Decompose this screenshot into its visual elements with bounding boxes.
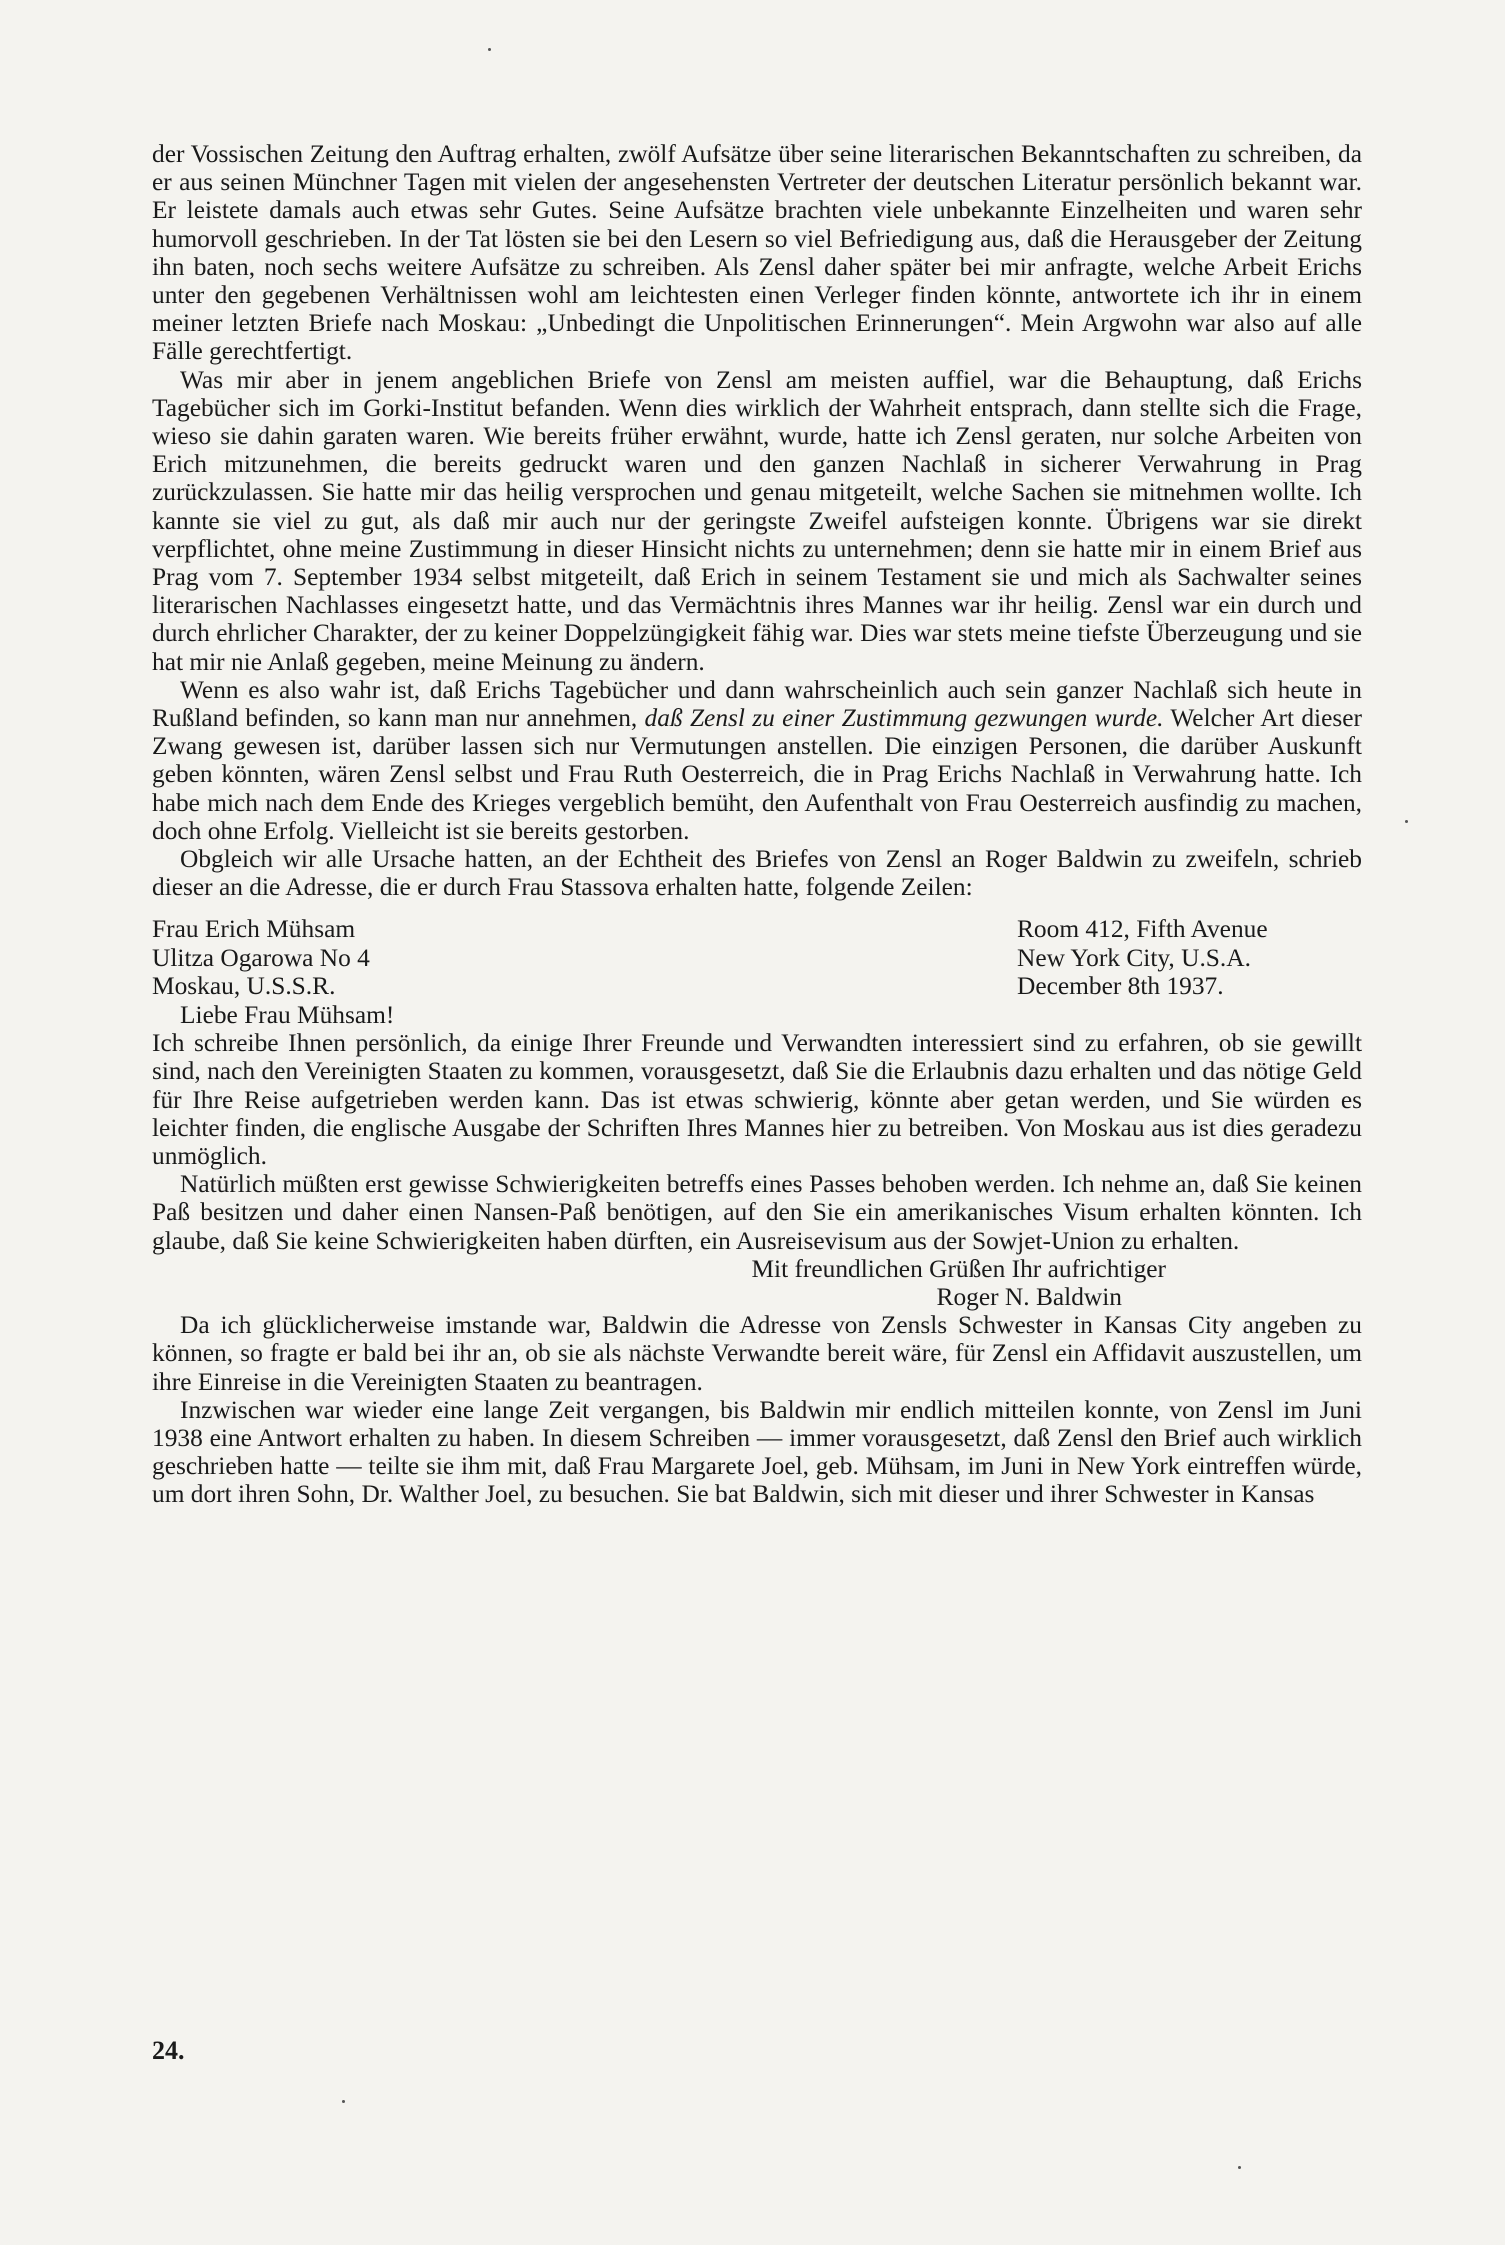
- paragraph-4: Obgleich wir alle Ursache hatten, an der Echtheit des Briefes von Zensl an Roger Baldwin zu zweifeln, schrieb dieser an die Adresse, die er durch Frau Stassova erhalten hatte, folgende Zeilen:: [152, 845, 1362, 902]
- scan-speck: [342, 2100, 345, 2103]
- letter-signature: Roger N. Baldwin: [936, 1283, 1122, 1312]
- letter-closing: Mit freundlichen Grüßen Ihr aufrichtiger: [751, 1254, 1166, 1283]
- letter-salutation: Liebe Frau Mühsam!: [180, 1000, 395, 1029]
- letter-addressee: [152, 915, 370, 1001]
- body-text: [152, 140, 1362, 1509]
- paragraph-3-end: Welcher Art dieser Zwang gewesen ist, darüber lassen sich nur Vermutungen anstellen. Die einzigen Personen, die darüber Auskunft geben könnten, wären Zensl selbst und Frau Ruth Oesterreich, die in Prag Erichs Nachlaß in Verwahrung hatte. Ich habe mich nach dem Ende des Krieges vergeblich bemüht, den Aufenthalt von Frau Oesterreich ausfindig zu machen, doch ohne Erfolg. Vielleicht ist sie bereits gestorben.: [152, 704, 1362, 845]
- letter-sender: [1017, 915, 1362, 1001]
- sender-line: Room 412, Fifth Avenue: [1017, 915, 1268, 944]
- paragraph-5: Da ich glücklicherweise imstande war, Baldwin die Adresse von Zensls Schwester in Kansas City angeben zu können, so fragte er bald bei ihr an, ob sie als nächste Verwandte bereit wäre, für Zensl ein Affidavit auszustellen, um ihre Einreise in die Vereinigten Staaten zu beantragen.: [152, 1311, 1362, 1396]
- letter-header: [152, 915, 1362, 1001]
- page-number: 24.: [152, 2036, 185, 2065]
- paragraph-3-start: Wenn es also wahr ist, daß Erichs Tagebücher und dann wahrscheinlich auch sein ganzer Nachlaß sich heute in Rußland befinden, so kann man nur annehmen,: [152, 675, 1362, 733]
- letter-date: December 8th 1937.: [1017, 972, 1224, 1001]
- paragraph-2: Was mir aber in jenem angeblichen Briefe von Zensl am meisten auffiel, war die Behauptung, daß Erichs Tagebücher sich im Gorki-Institut befanden. Wenn dies wirklich der Wahrheit entsprach, dann stellte sich die Frage, wieso sie dahin garaten waren. Wie bereits früher erwähnt, wurde, hatte ich Zensl geraten, nur solche Arbeiten von Erich mitzunehmen, die bereits gedruckt waren und den ganzen Nachlaß in sicherer Verwahrung in Prag zurückzulassen. Sie hatte mir das heilig versprochen und genau mitgeteilt, welche Sachen sie mitnehmen wollte. Ich kannte sie viel zu gut, als daß mir auch nur der geringste Zweifel aufsteigen konnte. Übrigens war sie direkt verpflichtet, ohne meine Zustimmung in dieser Hinsicht nichts zu unternehmen; denn sie hatte mir in einem Brief aus Prag vom 7. September 1934 selbst mitgeteilt, daß Erich in seinem Testament sie und mich als Sachwalter seines literarischen Nachlasses eingesetzt hatte, und das Vermächtnis ihres Mannes war ihr heilig. Zensl war ein durch und durch ehrlicher Charakter, der zu keiner Doppelzüngigkeit fähig war. Dies war stets meine tiefste Überzeugung und sie hat mir nie Anlaß gegeben, meine Meinung zu ändern.: [152, 365, 1362, 676]
- paragraph-3: [152, 676, 1362, 845]
- italic-emphasis: daß Zensl zu einer Zustimmung gezwungen wurde.: [644, 704, 1164, 733]
- letter-paragraph-2: Natürlich müßten erst gewisse Schwierigkeiten betreffs eines Passes behoben werden. Ich nehme an, daß Sie keinen Paß besitzen und daher einen Nansen-Paß benötigen, auf den Sie ein amerikanisches Visum erhalten könnten. Ich glaube, daß Sie keine Schwierigkeiten haben dürften, ein Ausreisevisum aus der Sowjet-Union zu erhalten.: [152, 1170, 1362, 1255]
- addressee-line: Moskau, U.S.S.R.: [152, 972, 336, 1001]
- letter-paragraph-1: Ich schreibe Ihnen persönlich, da einige Ihrer Freunde und Verwandten interessiert sind zu erfahren, ob sie gewillt sind, nach den Vereinigten Staaten zu kommen, vorausgesetzt, daß Sie die Erlaubnis dazu erhalten und das nötige Geld für Ihre Reise aufgetrieben werden kann. Das ist etwas schwierig, könnte aber getan werden, und Sie würden es leichter finden, die englische Ausgabe der Schriften Ihres Mannes hier zu betreiben. Von Moskau aus ist dies geradezu unmöglich.: [152, 1029, 1362, 1170]
- scan-speck: [1405, 820, 1408, 823]
- scan-speck: [1238, 2166, 1241, 2169]
- scan-speck: [488, 48, 491, 51]
- sender-line: New York City, U.S.A.: [1017, 943, 1251, 972]
- addressee-line: Frau Erich Mühsam: [152, 915, 356, 944]
- addressee-line: Ulitza Ogarowa No 4: [152, 943, 370, 972]
- paragraph-6: Inzwischen war wieder eine lange Zeit vergangen, bis Baldwin mir endlich mitteilen konnte, von Zensl im Juni 1938 eine Antwort erhalten zu haben. In diesem Schreiben — immer vorausgesetzt, daß Zensl den Brief auch wirklich geschrieben hatte — teilte sie ihm mit, daß Frau Margarete Joel, geb. Mühsam, im Juni in New York eintreffen würde, um dort ihren Sohn, Dr. Walther Joel, zu besuchen. Sie bat Baldwin, sich mit dieser und ihrer Schwester in Kansas: [152, 1395, 1362, 1509]
- paragraph-1: der Vossischen Zeitung den Auftrag erhalten, zwölf Aufsätze über seine literarischen Bekanntschaften zu schreiben, da er aus seinen Münchner Tagen mit vielen der angesehensten Vertreter der deutschen Literatur persönlich bekannt war. Er leistete damals auch etwas sehr Gutes. Seine Aufsätze brachten viele unbekannte Einzelheiten und waren sehr humorvoll geschrieben. In der Tat lösten sie bei den Lesern so viel Befriedigung aus, daß die Herausgeber der Zeitung ihn baten, noch sechs weitere Aufsätze zu schreiben. Als Zensl daher später bei mir anfragte, welche Arbeit Erichs unter den gegebenen Verhältnissen wohl am leichtesten einen Verleger finden könnte, antwortete ich ihr in einem meiner letzten Briefe nach Moskau: „Unbedingt die Unpolitischen Erinnerungen“. Mein Argwohn war also auf alle Fälle gerechtfertigt.: [152, 140, 1362, 366]
